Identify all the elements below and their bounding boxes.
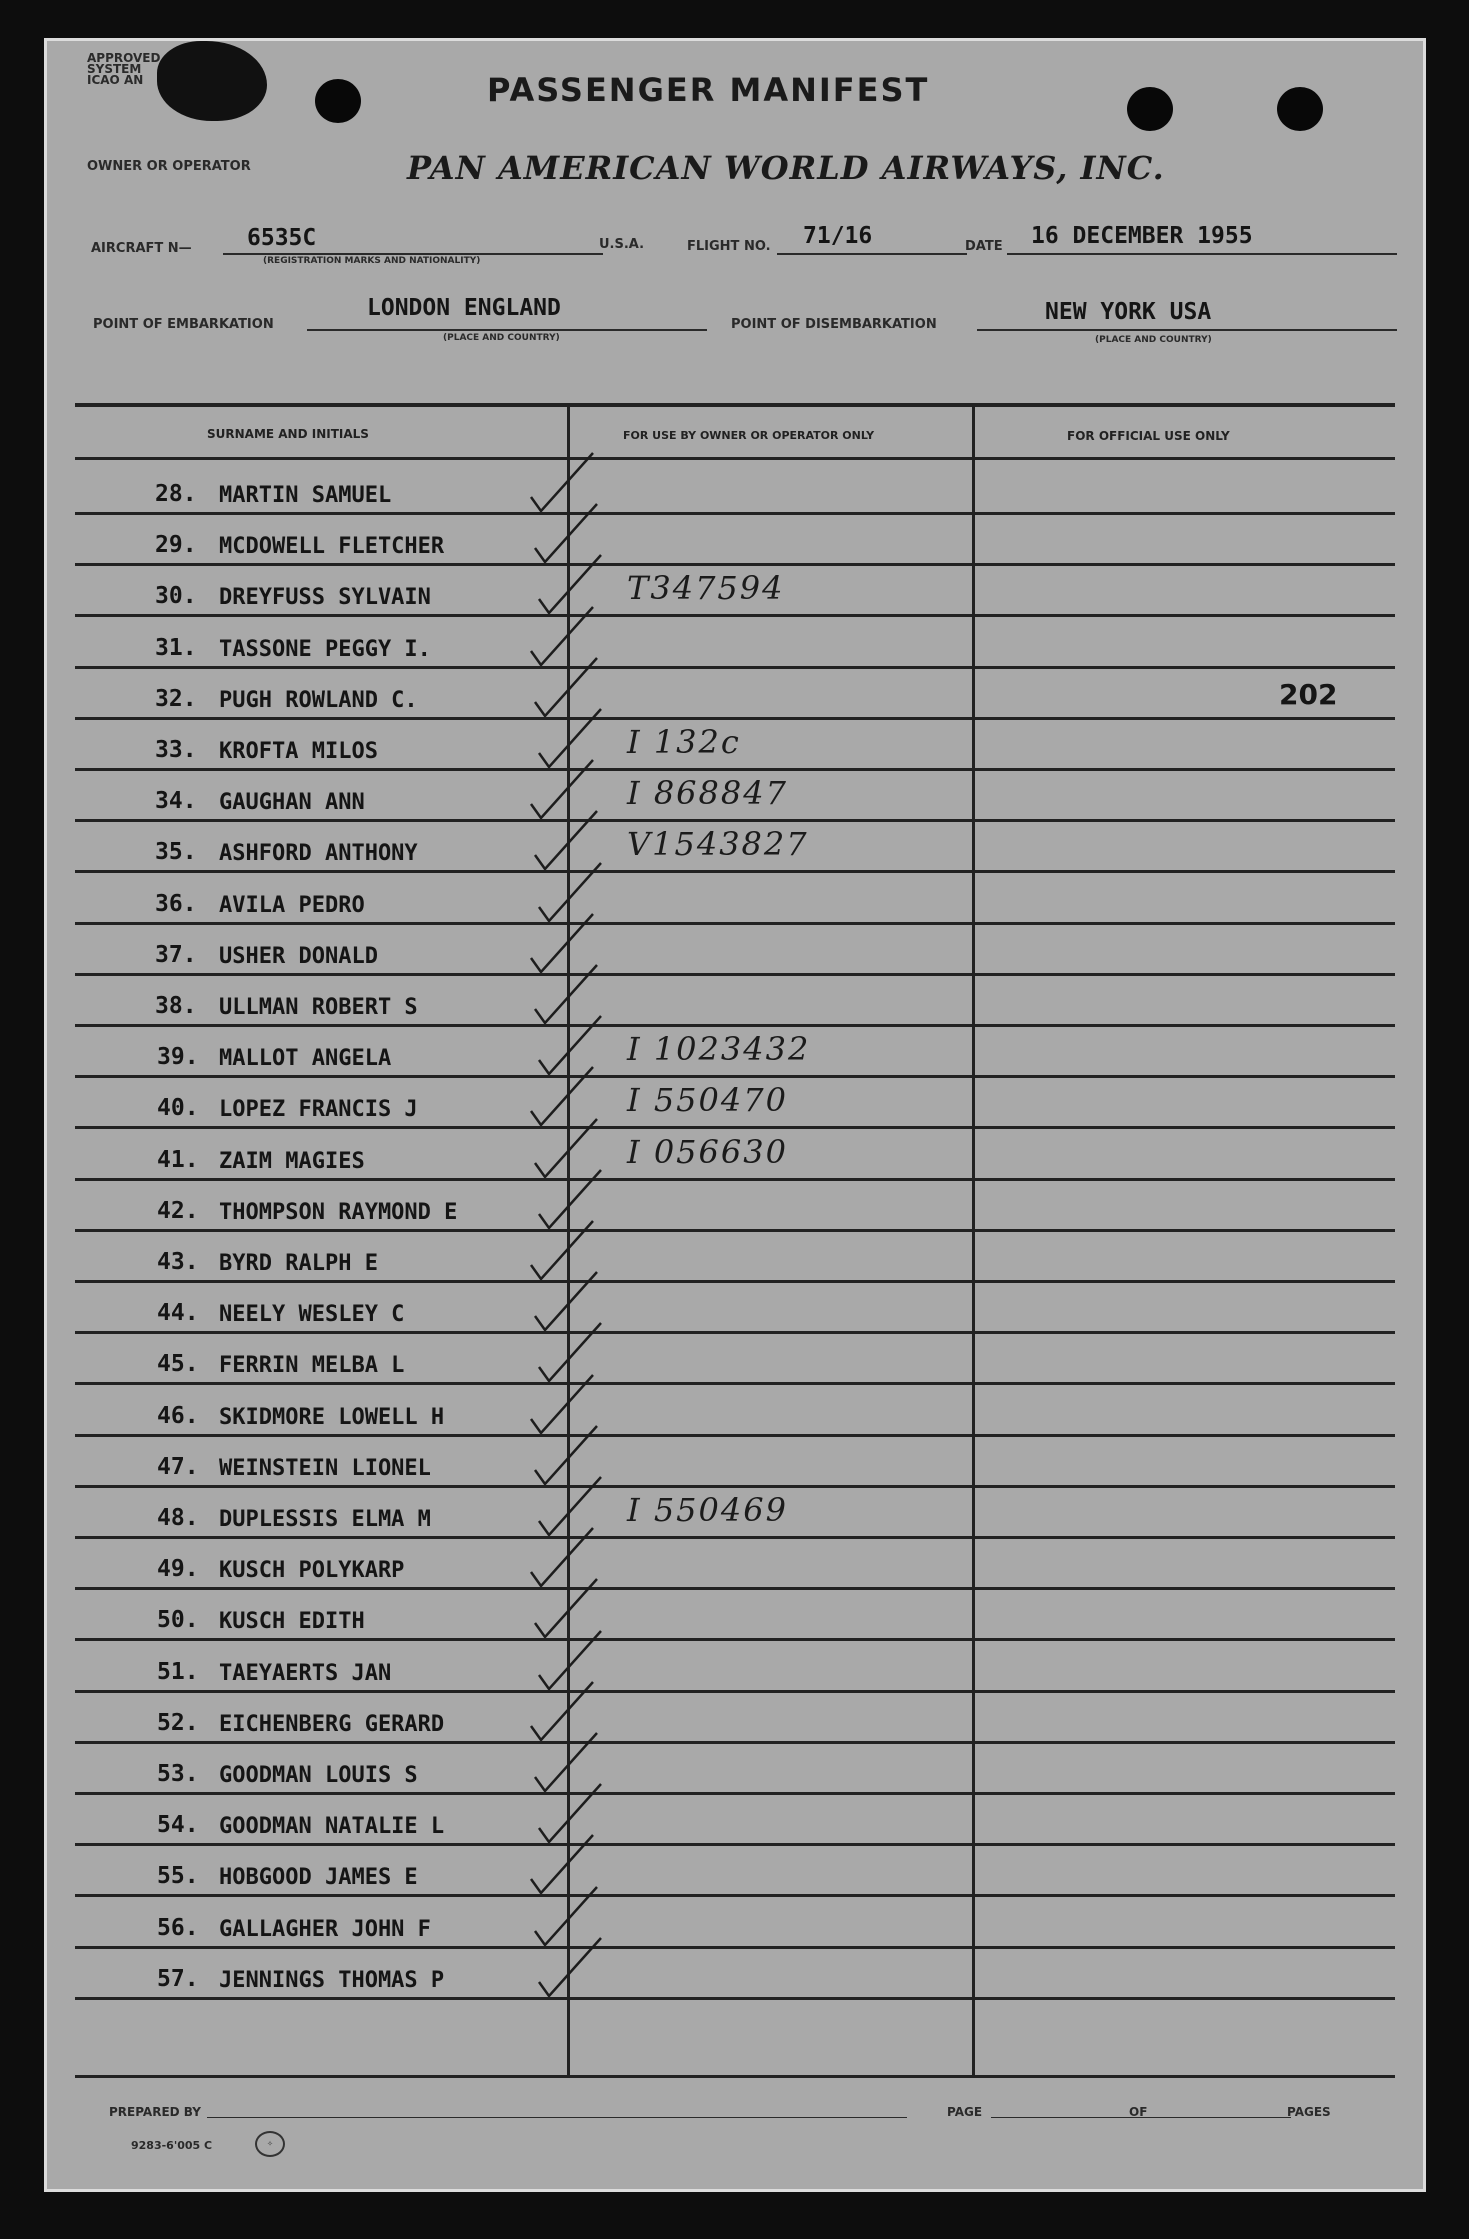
passenger-name: WEINSTEIN LIONEL <box>219 1455 431 1481</box>
row-rule <box>75 1792 1395 1795</box>
passenger-name: DREYFUSS SYLVAIN <box>219 585 431 611</box>
passenger-name: AVILA PEDRO <box>219 892 365 918</box>
passenger-number: 36. <box>155 890 197 917</box>
aircraft-sublabel: (REGISTRATION MARKS AND NATIONALITY) <box>263 256 481 266</box>
column-divider-2 <box>972 405 975 2075</box>
passenger-name: TASSONE PEGGY I. <box>219 636 431 662</box>
passenger-name: MARTIN SAMUEL <box>219 483 392 508</box>
passenger-number: 51. <box>157 1658 199 1685</box>
passenger-number: 32. <box>155 685 197 712</box>
approval-stamp: APPROVED SYSTEM ICAO AN <box>87 51 161 87</box>
row-rule <box>75 922 1395 925</box>
date-label: DATE <box>965 239 1003 254</box>
passport-note: I 550469 <box>627 1491 788 1529</box>
pages-label: PAGES <box>1287 2105 1331 2119</box>
passport-note: I 056630 <box>627 1132 788 1171</box>
row-rule <box>75 1280 1395 1283</box>
aircraft-label: AIRCRAFT N— <box>91 241 192 256</box>
aircraft-underline <box>223 253 603 255</box>
passenger-number: 37. <box>155 941 197 968</box>
row-rule <box>75 1024 1395 1027</box>
disembark-underline <box>977 329 1397 331</box>
row-rule <box>75 1690 1395 1693</box>
passenger-name: KROFTA MILOS <box>219 739 378 764</box>
row-rule <box>75 666 1395 669</box>
passenger-name: ASHFORD ANTHONY <box>219 841 418 867</box>
passenger-name: MCDOWELL FLETCHER <box>219 534 445 560</box>
row-rule <box>75 768 1395 771</box>
table-top-rule <box>75 403 1395 407</box>
passenger-number: 44. <box>157 1300 199 1327</box>
row-rule <box>75 1741 1395 1744</box>
passenger-name: SKIDMORE LOWELL H <box>219 1404 445 1430</box>
usa-label: U.S.A. <box>599 237 645 252</box>
passenger-number: 39. <box>157 1044 199 1071</box>
passenger-number: 50. <box>157 1607 199 1634</box>
row-rule <box>75 819 1395 822</box>
passenger-number: 29. <box>155 532 197 559</box>
embark-sublabel: (PLACE AND COUNTRY) <box>443 333 560 343</box>
row-rule <box>75 1178 1395 1181</box>
row-rule <box>75 512 1395 515</box>
passenger-name: USHER DONALD <box>219 943 378 969</box>
passenger-number: 41. <box>157 1146 199 1173</box>
passport-note: V1543827 <box>627 825 809 864</box>
aircraft-value: 6535C <box>247 225 317 251</box>
passenger-name: DUPLESSIS ELMA M <box>219 1507 431 1532</box>
row-rule <box>75 1229 1395 1232</box>
page-title: PASSENGER MANIFEST <box>487 71 930 109</box>
passenger-name: KUSCH EDITH <box>219 1609 365 1635</box>
passenger-number: 40. <box>157 1095 199 1122</box>
flight-underline <box>777 253 967 255</box>
official-note: 202 <box>1279 677 1338 711</box>
passenger-name: FERRIN MELBA L <box>219 1353 405 1379</box>
page-label: PAGE <box>947 2105 983 2119</box>
date-value: 16 DECEMBER 1955 <box>1031 223 1253 249</box>
passenger-number: 47. <box>157 1453 199 1480</box>
row-rule <box>75 1843 1395 1846</box>
row-rule <box>75 1075 1395 1078</box>
row-rule <box>75 1382 1395 1385</box>
passenger-number: 53. <box>157 1761 199 1787</box>
passenger-name: GAUGHAN ANN <box>219 790 365 816</box>
passenger-number: 49. <box>157 1556 199 1583</box>
passenger-name: LOPEZ FRANCIS J <box>219 1097 418 1123</box>
passenger-name: KUSCH POLYKARP <box>219 1558 405 1584</box>
manifest-sheet <box>44 38 1426 2192</box>
passport-note: T347594 <box>627 569 785 608</box>
row-rule <box>75 717 1395 720</box>
check-mark-icon <box>533 1932 623 2012</box>
row-rule <box>75 1946 1395 1949</box>
passenger-name: GOODMAN LOUIS S <box>219 1763 418 1788</box>
passenger-name: ULLMAN ROBERT S <box>219 995 418 1020</box>
passenger-name: MALLOT ANGELA <box>219 1046 392 1072</box>
passenger-number: 42. <box>157 1197 199 1224</box>
disembark-value: NEW YORK USA <box>1045 299 1212 325</box>
passenger-name: NEELY WESLEY C <box>219 1302 405 1328</box>
prepared-by-label: PREPARED BY <box>109 2105 201 2119</box>
row-rule <box>75 1331 1395 1334</box>
embark-label: POINT OF EMBARKATION <box>93 317 274 332</box>
passenger-number: 38. <box>155 993 197 1019</box>
passenger-name: PUGH ROWLAND C. <box>219 687 418 713</box>
passenger-name: BYRD RALPH E <box>219 1251 378 1276</box>
passenger-number: 56. <box>157 1914 199 1941</box>
passenger-name: EICHENBERG GERARD <box>219 1711 445 1737</box>
of-label: OF <box>1129 2105 1148 2119</box>
passenger-number: 43. <box>157 1249 199 1275</box>
col-header-surname: SURNAME AND INITIALS <box>207 427 369 441</box>
prepared-by-underline <box>207 2117 907 2118</box>
owner-value: PAN AMERICAN WORLD AIRWAYS, INC. <box>407 149 1165 187</box>
col-header-official: FOR OFFICIAL USE ONLY <box>1067 429 1230 443</box>
passenger-number: 31. <box>155 634 197 661</box>
row-rule <box>75 1894 1395 1897</box>
passport-note: I 550470 <box>627 1081 788 1120</box>
row-rule <box>75 870 1395 873</box>
row-rule <box>75 614 1395 617</box>
passenger-name: JENNINGS THOMAS P <box>219 1967 445 1993</box>
passport-note: I 132c <box>627 723 741 761</box>
date-underline <box>1007 253 1397 255</box>
embark-underline <box>307 329 707 331</box>
passenger-number: 46. <box>157 1402 199 1429</box>
disembark-sublabel: (PLACE AND COUNTRY) <box>1095 335 1212 345</box>
row-rule <box>75 1485 1395 1488</box>
row-rule <box>75 1434 1395 1437</box>
form-number: 9283-6'005 C <box>131 2139 213 2152</box>
disembark-label: POINT OF DISEMBARKATION <box>731 317 937 332</box>
owner-label: OWNER OR OPERATOR <box>87 159 251 174</box>
passenger-number: 54. <box>157 1812 199 1839</box>
flight-value: 71/16 <box>803 223 873 249</box>
punch-hole-left <box>315 79 361 123</box>
row-rule <box>75 1638 1395 1641</box>
passenger-number: 55. <box>157 1863 199 1890</box>
row-rule <box>75 1997 1395 2000</box>
passenger-name: TAEYAERTS JAN <box>219 1660 392 1686</box>
passport-note: I 868847 <box>627 774 788 813</box>
ink-blot <box>157 41 267 121</box>
passenger-number: 30. <box>155 583 197 610</box>
passenger-number: 48. <box>157 1505 199 1531</box>
passenger-name: ZAIM MAGIES <box>219 1148 365 1174</box>
col-header-owner: FOR USE BY OWNER OR OPERATOR ONLY <box>623 429 875 442</box>
passenger-number: 52. <box>157 1709 199 1736</box>
passport-note: I 1023432 <box>627 1030 811 1069</box>
row-rule <box>75 973 1395 976</box>
table-header-rule <box>75 457 1395 460</box>
table-bottom-rule <box>75 2075 1395 2078</box>
passenger-number: 57. <box>157 1965 199 1992</box>
passenger-name: GOODMAN NATALIE L <box>219 1814 445 1840</box>
passenger-number: 35. <box>155 839 197 866</box>
of-underline <box>1151 2117 1291 2118</box>
row-rule <box>75 1536 1395 1539</box>
passenger-number: 34. <box>155 788 197 815</box>
union-bug-icon: ✧ <box>255 2131 285 2157</box>
embark-value: LONDON ENGLAND <box>367 295 561 321</box>
passenger-number: 28. <box>155 481 197 507</box>
passenger-name: THOMPSON RAYMOND E <box>219 1199 458 1225</box>
row-rule <box>75 1587 1395 1590</box>
punch-hole-right-1 <box>1127 87 1173 131</box>
passenger-name: GALLAGHER JOHN F <box>219 1916 431 1942</box>
passenger-number: 45. <box>157 1351 199 1378</box>
punch-hole-right-2 <box>1277 87 1323 131</box>
passenger-number: 33. <box>155 737 197 763</box>
passenger-name: HOBGOOD JAMES E <box>219 1865 418 1891</box>
flight-label: FLIGHT NO. <box>687 239 771 254</box>
row-rule <box>75 1126 1395 1129</box>
row-rule <box>75 563 1395 566</box>
